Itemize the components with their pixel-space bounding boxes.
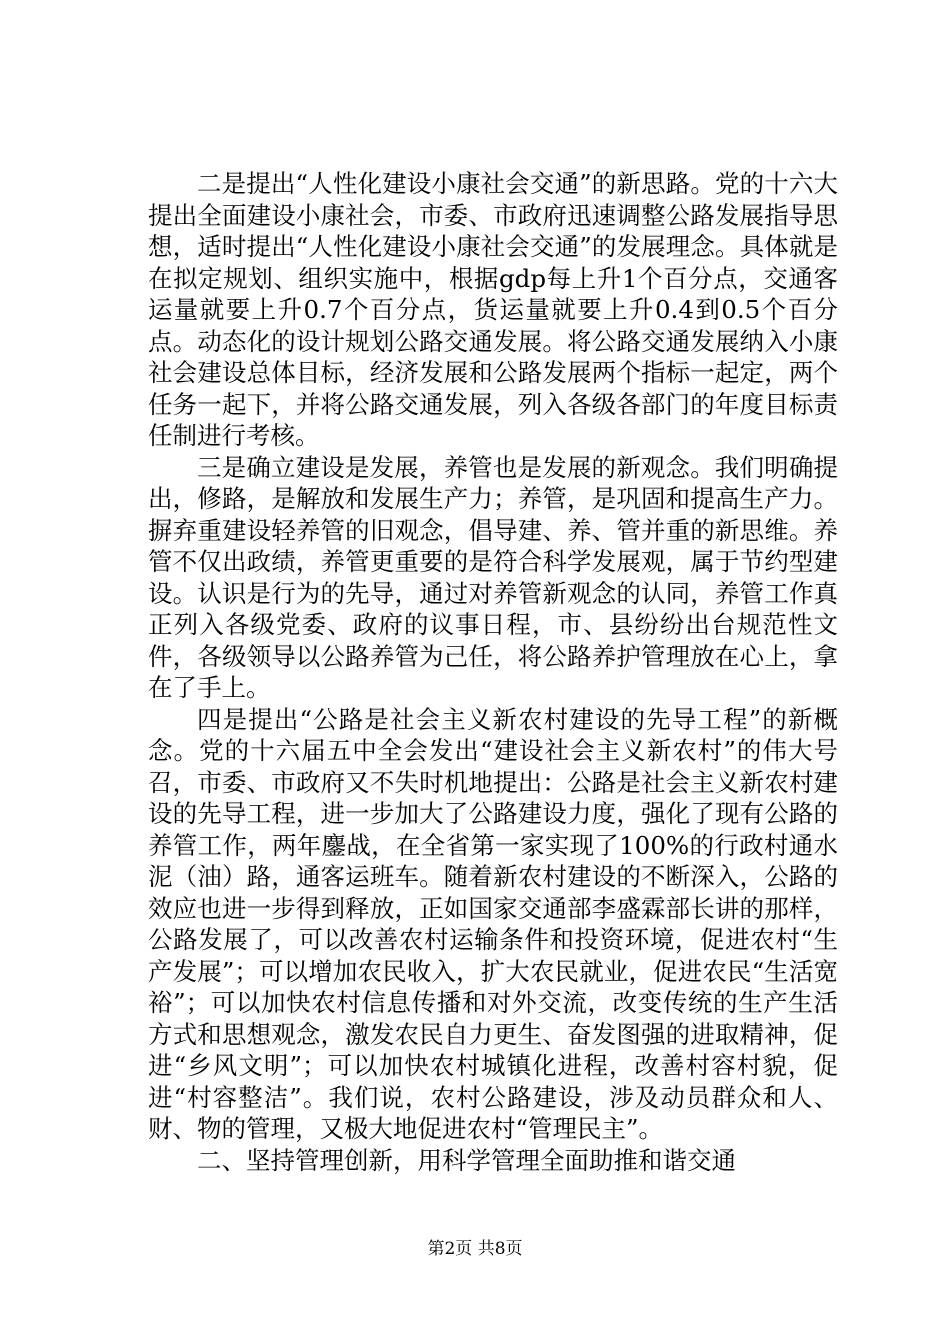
page-indicator: 第2页 共8页	[427, 1239, 523, 1259]
section-heading: 二、坚持管理创新，用科学管理全面助推和谐交通	[197, 1145, 736, 1175]
page-footer	[0, 1238, 950, 1260]
paragraph-humanized-transport: 二是提出“人性化建设小康社会交通”的新思路。党的十六大提出全面建设小康社会，市委、市政府迅速调整公路发展指导思想，适时提出“人性化建设小康社会交通”的发展理念。具体就是在拟定规划、组织实施中，根据gdp每上升1个百分点，交通客运量就要上升0.7个百分点，货运量就要上升0.4到0.5个百分点。动态化的设计规划公路交通发展。将公路交通发展纳入小康社会建设总体目标，经济发展和公路发展两个指标一起定，两个任务一起下，并将公路交通发展，列入各级各部门的年度目标责任制进行考核。	[148, 169, 838, 450]
paragraph-new-countryside: 四是提出“公路是社会主义新农村建设的先导工程”的新概念。党的十六届五中全会发出“建设社会主义新农村”的伟大号召，市委、市政府又不失时机地提出：公路是社会主义新农村建设的先导工程，进一步加大了公路建设力度，强化了现有公路的养管工作，两年鏖战，在全省第一家实现了100%的行政村通水泥（油）路，通客运班车。随着新农村建设的不断深入，公路的效应也进一步得到释放，正如国家交通部李盛霖部长讲的那样，公路发展了，可以改善农村运输条件和投资环境，促进农村“生产发展”；可以增加农民收入，扩大农民就业，促进农民“生活宽裕”；可以加快农村信息传播和对外交流，改变传统的生产生活方式和思想观念，激发农民自力更生、奋发图强的进取精神，促进“乡风文明”；可以加快农村城镇化进程，改善村容村貌，促进“村容整洁”。我们说，农村公路建设，涉及动员群众和人、财、物的管理，又极大地促进农村“管理民主”。	[148, 704, 838, 1143]
paragraph-maintenance-concept: 三是确立建设是发展，养管也是发展的新观念。我们明确提出，修路，是解放和发展生产力；养管，是巩固和提高生产力。摒弃重建设轻养管的旧观念，倡导建、养、管并重的新思维。养管不仅出政绩，养管更重要的是符合科学发展观，属于节约型建设。认识是行为的先导，通过对养管新观念的认同，养管工作真正列入各级党委、政府的议事日程，市、县纷纷出台规范性文件，各级领导以公路养管为己任，将公路养护管理放在心上，拿在了手上。	[148, 452, 838, 702]
document-body	[148, 168, 838, 1176]
